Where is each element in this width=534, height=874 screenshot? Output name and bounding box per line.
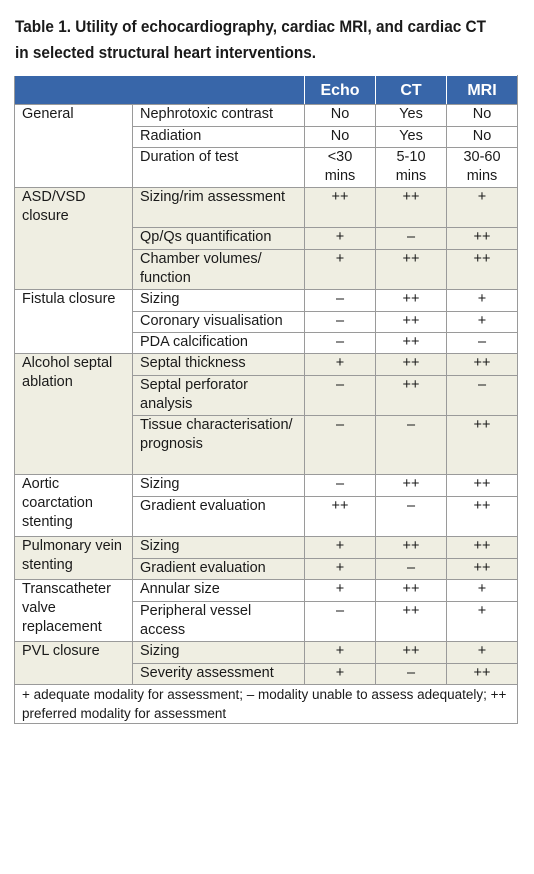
echo-value: +	[305, 250, 376, 290]
ct-value: Yes	[376, 127, 447, 148]
parameter-cell: Coronary visualisation	[133, 312, 305, 333]
group-name: Transcatheter valve replacement	[15, 580, 133, 642]
parameter-cell: Severity assessment	[133, 664, 305, 685]
echo-value: –	[305, 376, 376, 416]
parameter-cell: Duration of test	[133, 148, 305, 188]
echo-value: No	[305, 127, 376, 148]
ct-value: –	[376, 416, 447, 475]
parameter-cell: Gradient evaluation	[133, 559, 305, 580]
ct-value: ++	[376, 580, 447, 602]
utility-table	[14, 75, 518, 724]
ct-value: –	[376, 664, 447, 685]
ct-value: ++	[376, 290, 447, 312]
echo-value: +	[305, 664, 376, 685]
echo-value: +	[305, 537, 376, 559]
group-name: PVL closure	[15, 642, 133, 685]
parameter-cell: Radiation	[133, 127, 305, 148]
parameter-cell: Sizing	[133, 475, 305, 497]
mri-value: +	[447, 312, 518, 333]
ct-value: ++	[376, 333, 447, 354]
parameter-cell: Sizing	[133, 290, 305, 312]
ct-value: Yes	[376, 105, 447, 127]
table-body	[15, 105, 518, 724]
table-row	[15, 475, 518, 497]
mri-value: +	[447, 602, 518, 642]
parameter-cell: Sizing	[133, 642, 305, 664]
ct-value: ++	[376, 537, 447, 559]
parameter-cell: Septal thickness	[133, 354, 305, 376]
mri-value: +	[447, 580, 518, 602]
parameter-cell: Nephrotoxic contrast	[133, 105, 305, 127]
parameter-cell: Sizing	[133, 537, 305, 559]
mri-value: ++	[447, 250, 518, 290]
echo-value: –	[305, 475, 376, 497]
parameter-cell: PDA calcification	[133, 333, 305, 354]
echo-value: –	[305, 602, 376, 642]
ct-value: –	[376, 559, 447, 580]
parameter-cell: Peripheral vessel access	[133, 602, 305, 642]
echo-value: ++	[305, 497, 376, 537]
footnote-row	[15, 685, 518, 724]
ct-value: ++	[376, 250, 447, 290]
ct-value: ++	[376, 642, 447, 664]
ct-value: ++	[376, 602, 447, 642]
echo-value: No	[305, 105, 376, 127]
table-row	[15, 580, 518, 602]
mri-value: ++	[447, 416, 518, 475]
mri-value: ++	[447, 537, 518, 559]
echo-value: –	[305, 312, 376, 333]
group-name: Aortic coarctation stenting	[15, 475, 133, 537]
echo-value: +	[305, 354, 376, 376]
header-echo: Echo	[305, 76, 376, 105]
group-name: General	[15, 105, 133, 188]
header-ct: CT	[376, 76, 447, 105]
mri-value: No	[447, 105, 518, 127]
parameter-cell: Gradient evaluation	[133, 497, 305, 537]
mri-value: +	[447, 290, 518, 312]
echo-value: +	[305, 559, 376, 580]
mri-value: ++	[447, 559, 518, 580]
table-row	[15, 105, 518, 127]
mri-value: –	[447, 376, 518, 416]
mri-value: ++	[447, 497, 518, 537]
parameter-cell: Septal perforator analysis	[133, 376, 305, 416]
ct-value: ++	[376, 475, 447, 497]
mri-value: ++	[447, 228, 518, 250]
mri-value: ++	[447, 664, 518, 685]
echo-value: +	[305, 580, 376, 602]
ct-value: ++	[376, 312, 447, 333]
mri-value: No	[447, 127, 518, 148]
group-name: Alcohol septal ablation	[15, 354, 133, 475]
table-title: Table 1. Utility of echocardiography, cardiac MRI, and cardiac CT in selected structural heart interventions.	[15, 18, 486, 62]
echo-value: –	[305, 333, 376, 354]
parameter-cell: Chamber volumes/ function	[133, 250, 305, 290]
parameter-cell: Sizing/rim assessment	[133, 188, 305, 228]
header-empty	[15, 76, 305, 105]
group-name: Fistula closure	[15, 290, 133, 354]
echo-value: <30 mins	[305, 148, 376, 188]
echo-value: ++	[305, 188, 376, 228]
parameter-cell: Qp/Qs quantification	[133, 228, 305, 250]
echo-value: +	[305, 228, 376, 250]
table-row	[15, 354, 518, 376]
table-row	[15, 642, 518, 664]
group-name: Pulmonary vein stenting	[15, 537, 133, 580]
echo-value: +	[305, 642, 376, 664]
table-row	[15, 188, 518, 228]
mri-value: 30-60 mins	[447, 148, 518, 188]
ct-value: ++	[376, 354, 447, 376]
ct-value: –	[376, 228, 447, 250]
ct-value: 5-10 mins	[376, 148, 447, 188]
header-mri: MRI	[447, 76, 518, 105]
table-row	[15, 290, 518, 312]
parameter-cell: Annular size	[133, 580, 305, 602]
header-row	[15, 76, 518, 105]
parameter-cell: Tissue characterisation/ prognosis	[133, 416, 305, 475]
mri-value: –	[447, 333, 518, 354]
table-footnote: + adequate modality for assessment; – modality unable to assess adequately; ++ preferred modality for assessment	[15, 685, 518, 724]
mri-value: ++	[447, 475, 518, 497]
mri-value: +	[447, 188, 518, 228]
mri-value: +	[447, 642, 518, 664]
ct-value: ++	[376, 188, 447, 228]
group-name: ASD/VSD closure	[15, 188, 133, 290]
mri-value: ++	[447, 354, 518, 376]
ct-value: –	[376, 497, 447, 537]
table-row	[15, 537, 518, 559]
echo-value: –	[305, 290, 376, 312]
echo-value: –	[305, 416, 376, 475]
ct-value: ++	[376, 376, 447, 416]
